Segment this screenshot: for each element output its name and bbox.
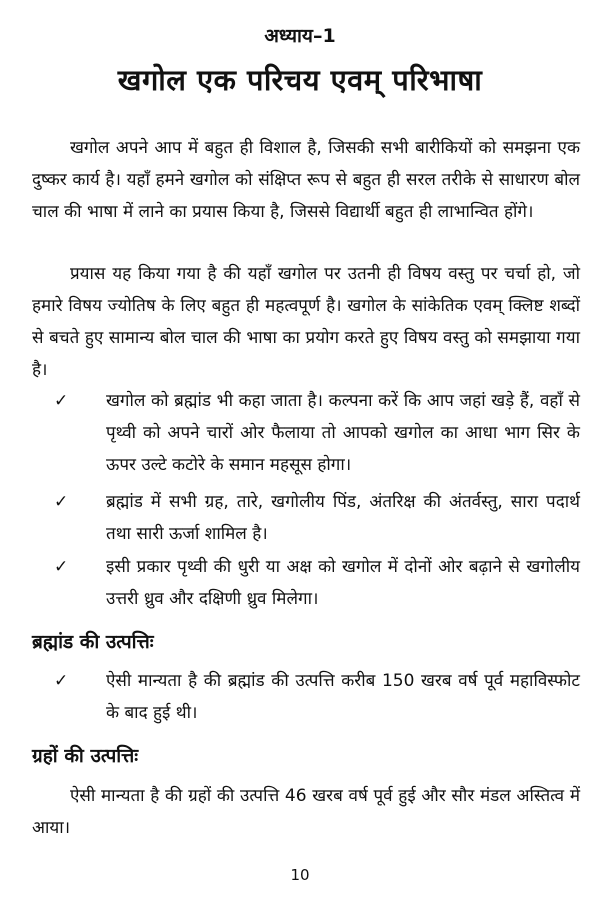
section-heading-universe-origin: ब्रह्मांड की उत्पत्तिः bbox=[32, 631, 154, 653]
intro-paragraph-1 bbox=[32, 132, 580, 228]
planets-paragraph-text: ऐसी मान्यता है की ग्रहों की उत्पत्ति 46 खरब वर्ष पूर्व हुई और सौर मंडल अस्तित्व में आया। bbox=[32, 786, 580, 838]
intro-paragraph-1-text: खगोल अपने आप में बहुत ही विशाल है, जिसकी सभी बारीकियों को समझना एक दुष्कर कार्य है। यहाँ हमने खगोल को संक्षिप्त रूप से बहुत ही सरल तरीके से साधारण बोल चाल की भाषा में लाने का प्रयास किया है, जिससे विद्यार्थी बहुत ही लाभान्वित होंगे। bbox=[32, 138, 580, 222]
chapter-label: अध्याय–1 bbox=[264, 25, 336, 47]
check-icon: ✓ bbox=[54, 557, 69, 577]
check-icon: ✓ bbox=[54, 391, 69, 411]
intro-paragraph-2 bbox=[32, 258, 580, 386]
intro-paragraph-2-text: प्रयास यह किया गया है की यहाँ खगोल पर उतनी ही विषय वस्तु पर चर्चा हो, जो हमारे विषय ज्योतिष के लिए बहुत ही महत्वपूर्ण है। खगोल के सांकेतिक एवम् क्लिष्ट शब्दों से बचते हुए सामान्य बोल चाल की भाषा का प्रयोग करते हुए विषय वस्तु को समझाया गया है। bbox=[32, 264, 580, 380]
bullet-text-2: ब्रह्मांड में सभी ग्रह, तारे, खगोलीय पिंड, अंतरिक्ष की अंतर्वस्तु, सारा पदार्थ तथा सारी ऊर्जा शामिल है। bbox=[106, 492, 580, 544]
bullet-text-universe: ऐसी मान्यता है की ब्रह्मांड की उत्पत्ति करीब 150 खरब वर्ष पूर्व महाविस्फोट के बाद हुई थी। bbox=[106, 671, 580, 723]
page-number: 10 bbox=[290, 866, 310, 884]
check-icon: ✓ bbox=[54, 671, 69, 691]
planets-paragraph bbox=[32, 780, 580, 844]
check-icon: ✓ bbox=[54, 492, 69, 512]
bullet-text-3: इसी प्रकार पृथ्वी की धुरी या अक्ष को खगोल में दोनों ओर बढ़ाने से खगोलीय उत्तरी ध्रुव और दक्षिणी ध्रुव मिलेगा। bbox=[106, 557, 580, 609]
chapter-title: खगोल एक परिचय एवम् परिभाषा bbox=[117, 63, 483, 97]
bullet-text-1: खगोल को ब्रह्मांड भी कहा जाता है। कल्पना करें कि आप जहां खड़े हैं, वहाँ से पृथ्वी को अपने चारों ओर फैलाया तो आपको खगोल का आधा भाग सिर के ऊपर उल्टे कटोरे के समान महसूस होगा। bbox=[106, 391, 580, 475]
section-heading-planets-origin: ग्रहों की उत्पत्तिः bbox=[32, 745, 139, 767]
